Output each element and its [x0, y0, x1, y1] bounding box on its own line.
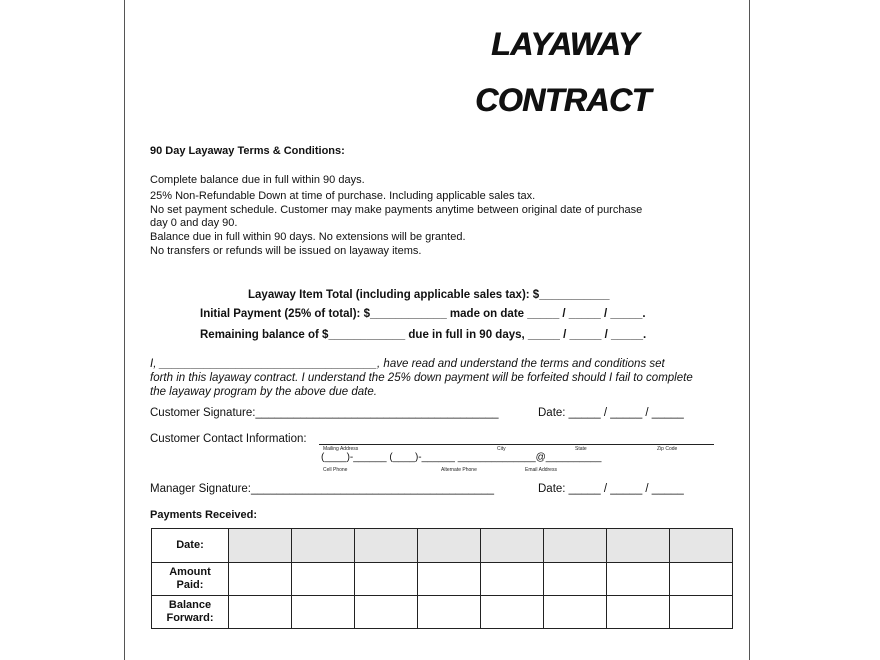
contract-page: [124, 0, 750, 660]
customer-signature-date[interactable]: Date: _____ / _____ / _____: [538, 407, 684, 419]
row-label-amount-line2: Paid:: [176, 579, 204, 591]
amount-cell[interactable]: [418, 563, 481, 596]
row-label-amount-line1: Amount: [169, 566, 211, 578]
manager-signature-field[interactable]: Manager Signature:______________________________________: [150, 483, 495, 495]
amount-cell[interactable]: [292, 563, 355, 596]
item-total-field[interactable]: Layaway Item Total (including applicable sales tax): $___________: [248, 289, 610, 301]
terms-line: 25% Non-Refundable Down at time of purchase. Including applicable sales tax.: [150, 190, 536, 202]
date-cell[interactable]: [418, 529, 481, 563]
terms-line: Complete balance due in full within 90 days.: [150, 174, 365, 186]
balance-cell[interactable]: [670, 596, 733, 629]
balance-cell[interactable]: [418, 596, 481, 629]
amount-cell[interactable]: [229, 563, 292, 596]
balance-cell[interactable]: [229, 596, 292, 629]
balance-cell[interactable]: [481, 596, 544, 629]
mailing-address-line[interactable]: [319, 444, 714, 445]
agreement-line3: the layaway program by the above due date.: [150, 386, 377, 398]
terms-line: No set payment schedule. Customer may make payments anytime between original date of purchase: [150, 204, 643, 216]
row-label-balance-line2: Forward:: [166, 612, 214, 624]
alternate-phone-sublabel: Alternate Phone: [441, 467, 477, 473]
phone-email-line[interactable]: (____)-______ (____)-______ ______________@__________: [321, 452, 602, 463]
date-cell[interactable]: [229, 529, 292, 563]
amount-cell[interactable]: [670, 563, 733, 596]
customer-signature-field[interactable]: Customer Signature:______________________________________: [150, 407, 499, 419]
date-cell[interactable]: [607, 529, 670, 563]
zip-sublabel: Zip Code: [657, 446, 678, 452]
date-cell[interactable]: [670, 529, 733, 563]
payments-table: [151, 528, 733, 629]
remaining-balance-field[interactable]: Remaining balance of $____________ due in full in 90 days, _____ / _____ / _____.: [200, 329, 647, 341]
row-label-balance: [152, 596, 229, 629]
title-line2: CONTRACT: [475, 82, 651, 118]
terms-heading: 90 Day Layaway Terms & Conditions:: [150, 145, 345, 157]
row-label-date: Date:: [152, 529, 229, 563]
payments-heading: Payments Received:: [150, 509, 257, 521]
terms-line: day 0 and day 90.: [150, 217, 238, 229]
title-line1: LAYAWAY: [491, 26, 639, 62]
state-sublabel: State: [575, 446, 587, 452]
terms-line: No transfers or refunds will be issued on layaway items.: [150, 245, 422, 257]
date-cell[interactable]: [544, 529, 607, 563]
city-sublabel: City: [497, 446, 506, 452]
amount-cell[interactable]: [607, 563, 670, 596]
balance-cell[interactable]: [292, 596, 355, 629]
row-label-amount: [152, 563, 229, 596]
terms-line: Balance due in full within 90 days. No extensions will be granted.: [150, 231, 466, 243]
mailing-address-sublabel: Mailing Address: [323, 446, 359, 452]
balance-cell[interactable]: [355, 596, 418, 629]
initial-payment-field[interactable]: Initial Payment (25% of total): $____________ made on date _____ / _____ / _____.: [200, 308, 646, 320]
date-cell[interactable]: [481, 529, 544, 563]
cell-phone-sublabel: Cell Phone: [323, 467, 348, 473]
table-row-date: [152, 529, 733, 563]
contact-label: Customer Contact Information:: [150, 433, 307, 445]
manager-signature-date[interactable]: Date: _____ / _____ / _____: [538, 483, 684, 495]
amount-cell[interactable]: [544, 563, 607, 596]
date-cell[interactable]: [292, 529, 355, 563]
table-row-balance: [152, 596, 733, 629]
amount-cell[interactable]: [355, 563, 418, 596]
email-sublabel: Email Address: [525, 467, 557, 473]
agreement-line2: forth in this layaway contract. I understand the 25% down payment will be forfeited should I fail to complete: [150, 372, 693, 384]
amount-cell[interactable]: [481, 563, 544, 596]
date-cell[interactable]: [355, 529, 418, 563]
balance-cell[interactable]: [544, 596, 607, 629]
row-label-balance-line1: Balance: [168, 599, 212, 611]
table-row-amount: [152, 563, 733, 596]
agreement-line1[interactable]: I, __________________________________, have read and understand the terms and conditions set: [150, 358, 665, 370]
balance-cell[interactable]: [607, 596, 670, 629]
